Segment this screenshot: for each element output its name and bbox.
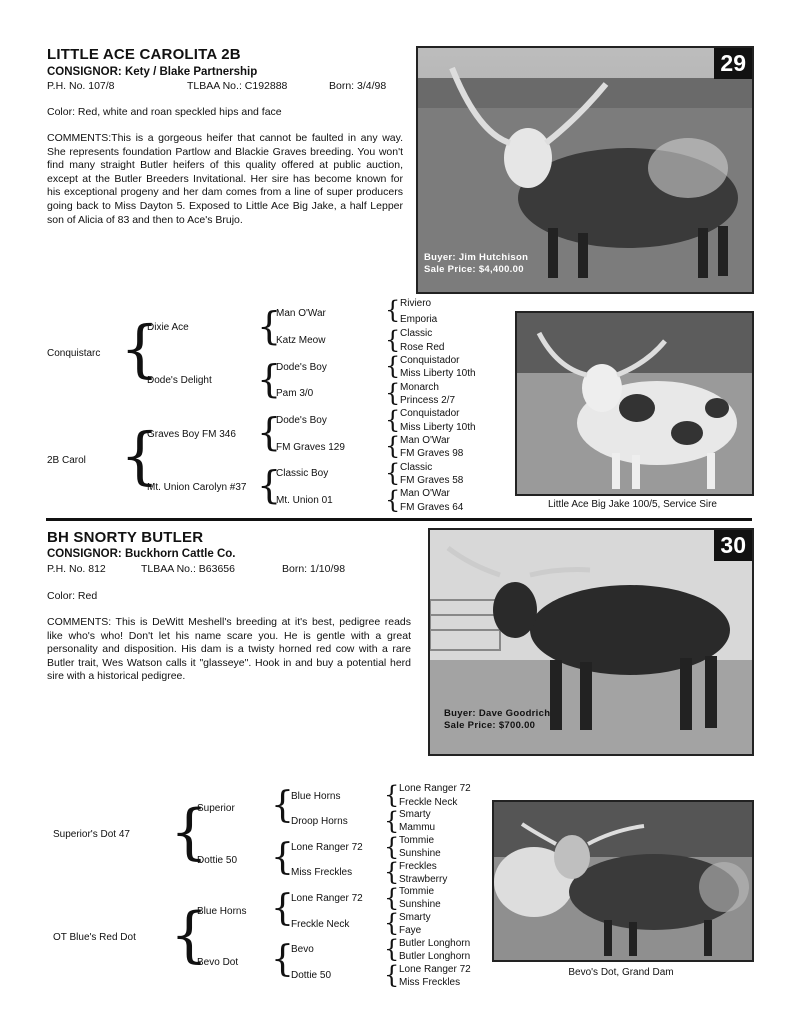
bracket: { [120, 312, 160, 385]
pedigree-g4: Faye [399, 925, 422, 936]
service-sire-photo [515, 311, 754, 496]
longhorn-cows-photo [494, 802, 752, 960]
pedigree-g3: Dottie 50 [291, 970, 332, 981]
bracket: { [271, 837, 294, 878]
pedigree-g4: Man O'War [400, 435, 450, 446]
pedigree-g3: Lone Ranger 72 [291, 842, 363, 853]
bracket: { [271, 785, 294, 826]
bracket: { [271, 888, 294, 929]
pedigree-g4: Strawberry [399, 874, 448, 885]
pedigree-g3: Dode's Boy [276, 362, 327, 373]
pedigree-g4: Classic [400, 462, 433, 473]
lot29-title: LITTLE ACE CAROLITA 2B [47, 46, 241, 63]
pedigree-g4: Freckles [399, 861, 437, 872]
bracket: { [384, 807, 400, 835]
bracket: { [384, 909, 400, 937]
pedigree-g4: Sunshine [399, 899, 441, 910]
lot29-tlbaa-number: TLBAA No.: C192888 [187, 80, 288, 92]
pedigree-g4: Miss Liberty 10th [400, 368, 476, 379]
lot29-sale-price: Sale Price: $4,400.00 [424, 264, 524, 275]
pedigree-g4: Miss Liberty 10th [400, 422, 476, 433]
pedigree-g4: Smarty [399, 809, 431, 820]
lot30-buyer: Buyer: Dave Goodrich [444, 708, 551, 719]
pedigree-g4: Conquistador [400, 355, 460, 366]
pedigree-g3: Classic Boy [276, 468, 329, 479]
bracket: { [384, 781, 400, 809]
pedigree-g4: Smarty [399, 912, 431, 923]
pedigree-g2: Graves Boy FM 346 [147, 429, 236, 440]
pedigree-g3: Mt. Union 01 [276, 495, 333, 506]
bracket: { [384, 833, 400, 861]
bracket: { [385, 486, 401, 514]
pedigree-g4: Classic [400, 328, 433, 339]
pedigree-g2: Dode's Delight [147, 375, 212, 386]
lot29-buyer: Buyer: Jim Hutchison [424, 252, 529, 263]
bracket: { [384, 858, 400, 886]
lot29-consignor: CONSIGNOR: Kety / Blake Partnership [47, 66, 258, 78]
pedigree-g4: Butler Longhorn [399, 951, 471, 962]
bracket: { [257, 357, 282, 401]
pedigree-g3: Droop Horns [291, 816, 348, 827]
lot29-comments: COMMENTS:This is a gorgeous heifer that cannot be faulted in any way. She represents foundation Partlow and Blackie Graves breeding. You won't find many straight Butler heifers of this quality offered at public auction, except at the Butler Breeders Invitational. Her sire has become known for his exceptional progeny and her dam comes from a line of super producers going back to Miss Dayton 5. Exposed to Little Ace Big Jake, a half Lepper son of Alicia of 83 and then to Ace's Brujo. [47, 132, 403, 226]
pedigree-g4: Monarch [400, 382, 439, 393]
pedigree-g4: Miss Freckles [399, 977, 461, 988]
pedigree-g4: Tommie [399, 886, 435, 897]
pedigree-g3: Blue Horns [291, 791, 341, 802]
pedigree-sire: Superior's Dot 47 [53, 829, 130, 840]
bracket: { [385, 432, 401, 460]
bracket: { [384, 884, 400, 912]
bracket: { [257, 304, 282, 348]
pedigree-g2: Blue Horns [197, 906, 247, 917]
pedigree-g4: Mammu [399, 822, 436, 833]
bracket: { [271, 939, 294, 980]
lot29-number-badge: 29 [714, 48, 752, 79]
pedigree-g2: Dixie Ace [147, 322, 189, 333]
grand-dam-caption: Bevo's Dot, Grand Dam [568, 967, 674, 978]
bracket: { [170, 900, 209, 970]
lot29-color: Color: Red, white and roan speckled hips and face [47, 106, 282, 118]
lot30-title: BH SNORTY BUTLER [47, 529, 204, 546]
pedigree-g4: FM Graves 64 [400, 502, 464, 513]
lot30-comments: COMMENTS: This is DeWitt Meshell's breeding at it's best, pedigree reads like who's who! Don't let his name scare you. He is gentle with a great personality and disposition. His dam is a twisty horned red cow with a rare Butler trait, Wes Watson calls it "glasseye". Hook in and buy a potential herd sire with a historical pedigree. [47, 616, 411, 683]
pedigree-g3: Man O'War [276, 308, 326, 319]
pedigree-g4: Emporia [400, 314, 438, 325]
bracket: { [385, 379, 401, 407]
pedigree-g3: Miss Freckles [291, 867, 353, 878]
pedigree-g4: Man O'War [400, 488, 450, 499]
pedigree-g2: Bevo Dot [197, 957, 239, 968]
pedigree-g4: Butler Longhorn [399, 938, 471, 949]
pedigree-g3: Dode's Boy [276, 415, 327, 426]
pedigree-g3: Pam 3/0 [276, 388, 314, 399]
pedigree-g3: Katz Meow [276, 335, 326, 346]
lot30-consignor: CONSIGNOR: Buckhorn Cattle Co. [47, 548, 236, 560]
bracket: { [385, 296, 401, 324]
pedigree-g4: Tommie [399, 835, 435, 846]
bracket: { [385, 459, 401, 487]
pedigree-g4: FM Graves 98 [400, 448, 464, 459]
pedigree-sire: Conquistarc [47, 348, 101, 359]
pedigree-g3: Lone Ranger 72 [291, 893, 363, 904]
lot30-color: Color: Red [47, 590, 98, 602]
lot30-tlbaa-number: TLBAA No.: B63656 [141, 563, 235, 575]
pedigree-dam: 2B Carol [47, 455, 86, 466]
spotted-bull-photo [517, 313, 752, 494]
lot29-born: Born: 3/4/98 [329, 80, 387, 92]
pedigree-g2: Dottie 50 [197, 855, 238, 866]
bracket: { [120, 419, 160, 492]
bracket: { [385, 352, 401, 380]
pedigree-g4: Rose Red [400, 342, 445, 353]
lot30-number-badge: 30 [714, 530, 752, 561]
bracket: { [385, 326, 401, 354]
pedigree-g4: Lone Ranger 72 [399, 783, 471, 794]
pedigree-g3: Freckle Neck [291, 919, 350, 930]
lot30-born: Born: 1/10/98 [282, 563, 346, 575]
pedigree-g2: Superior [197, 803, 235, 814]
service-sire-caption: Little Ace Big Jake 100/5, Service Sire [548, 499, 717, 510]
bracket: { [385, 406, 401, 434]
pedigree-g3: Bevo [291, 944, 314, 955]
pedigree-g3: FM Graves 129 [276, 442, 345, 453]
bracket: { [384, 935, 400, 963]
lot30-ph-number: P.H. No. 812 [47, 563, 106, 575]
section-divider [46, 518, 752, 521]
lot29-photo [416, 46, 754, 294]
pedigree-g4: FM Graves 58 [400, 475, 464, 486]
pedigree-g4: Freckle Neck [399, 797, 458, 808]
lot29-ph-number: P.H. No. 107/8 [47, 80, 115, 92]
grand-dam-photo [492, 800, 754, 962]
bracket: { [257, 463, 282, 507]
lot30-sale-price: Sale Price: $700.00 [444, 720, 536, 731]
pedigree-g4: Princess 2/7 [400, 395, 456, 406]
pedigree-g4: Riviero [400, 298, 432, 309]
pedigree-dam: OT Blue's Red Dot [53, 932, 136, 943]
bracket: { [257, 410, 282, 454]
pedigree-g2: Mt. Union Carolyn #37 [147, 482, 247, 493]
pedigree-g4: Sunshine [399, 848, 441, 859]
bracket: { [384, 961, 400, 989]
pedigree-g4: Lone Ranger 72 [399, 964, 471, 975]
pedigree-g4: Conquistador [400, 408, 460, 419]
bracket: { [170, 797, 209, 867]
lot30-photo [428, 528, 754, 756]
